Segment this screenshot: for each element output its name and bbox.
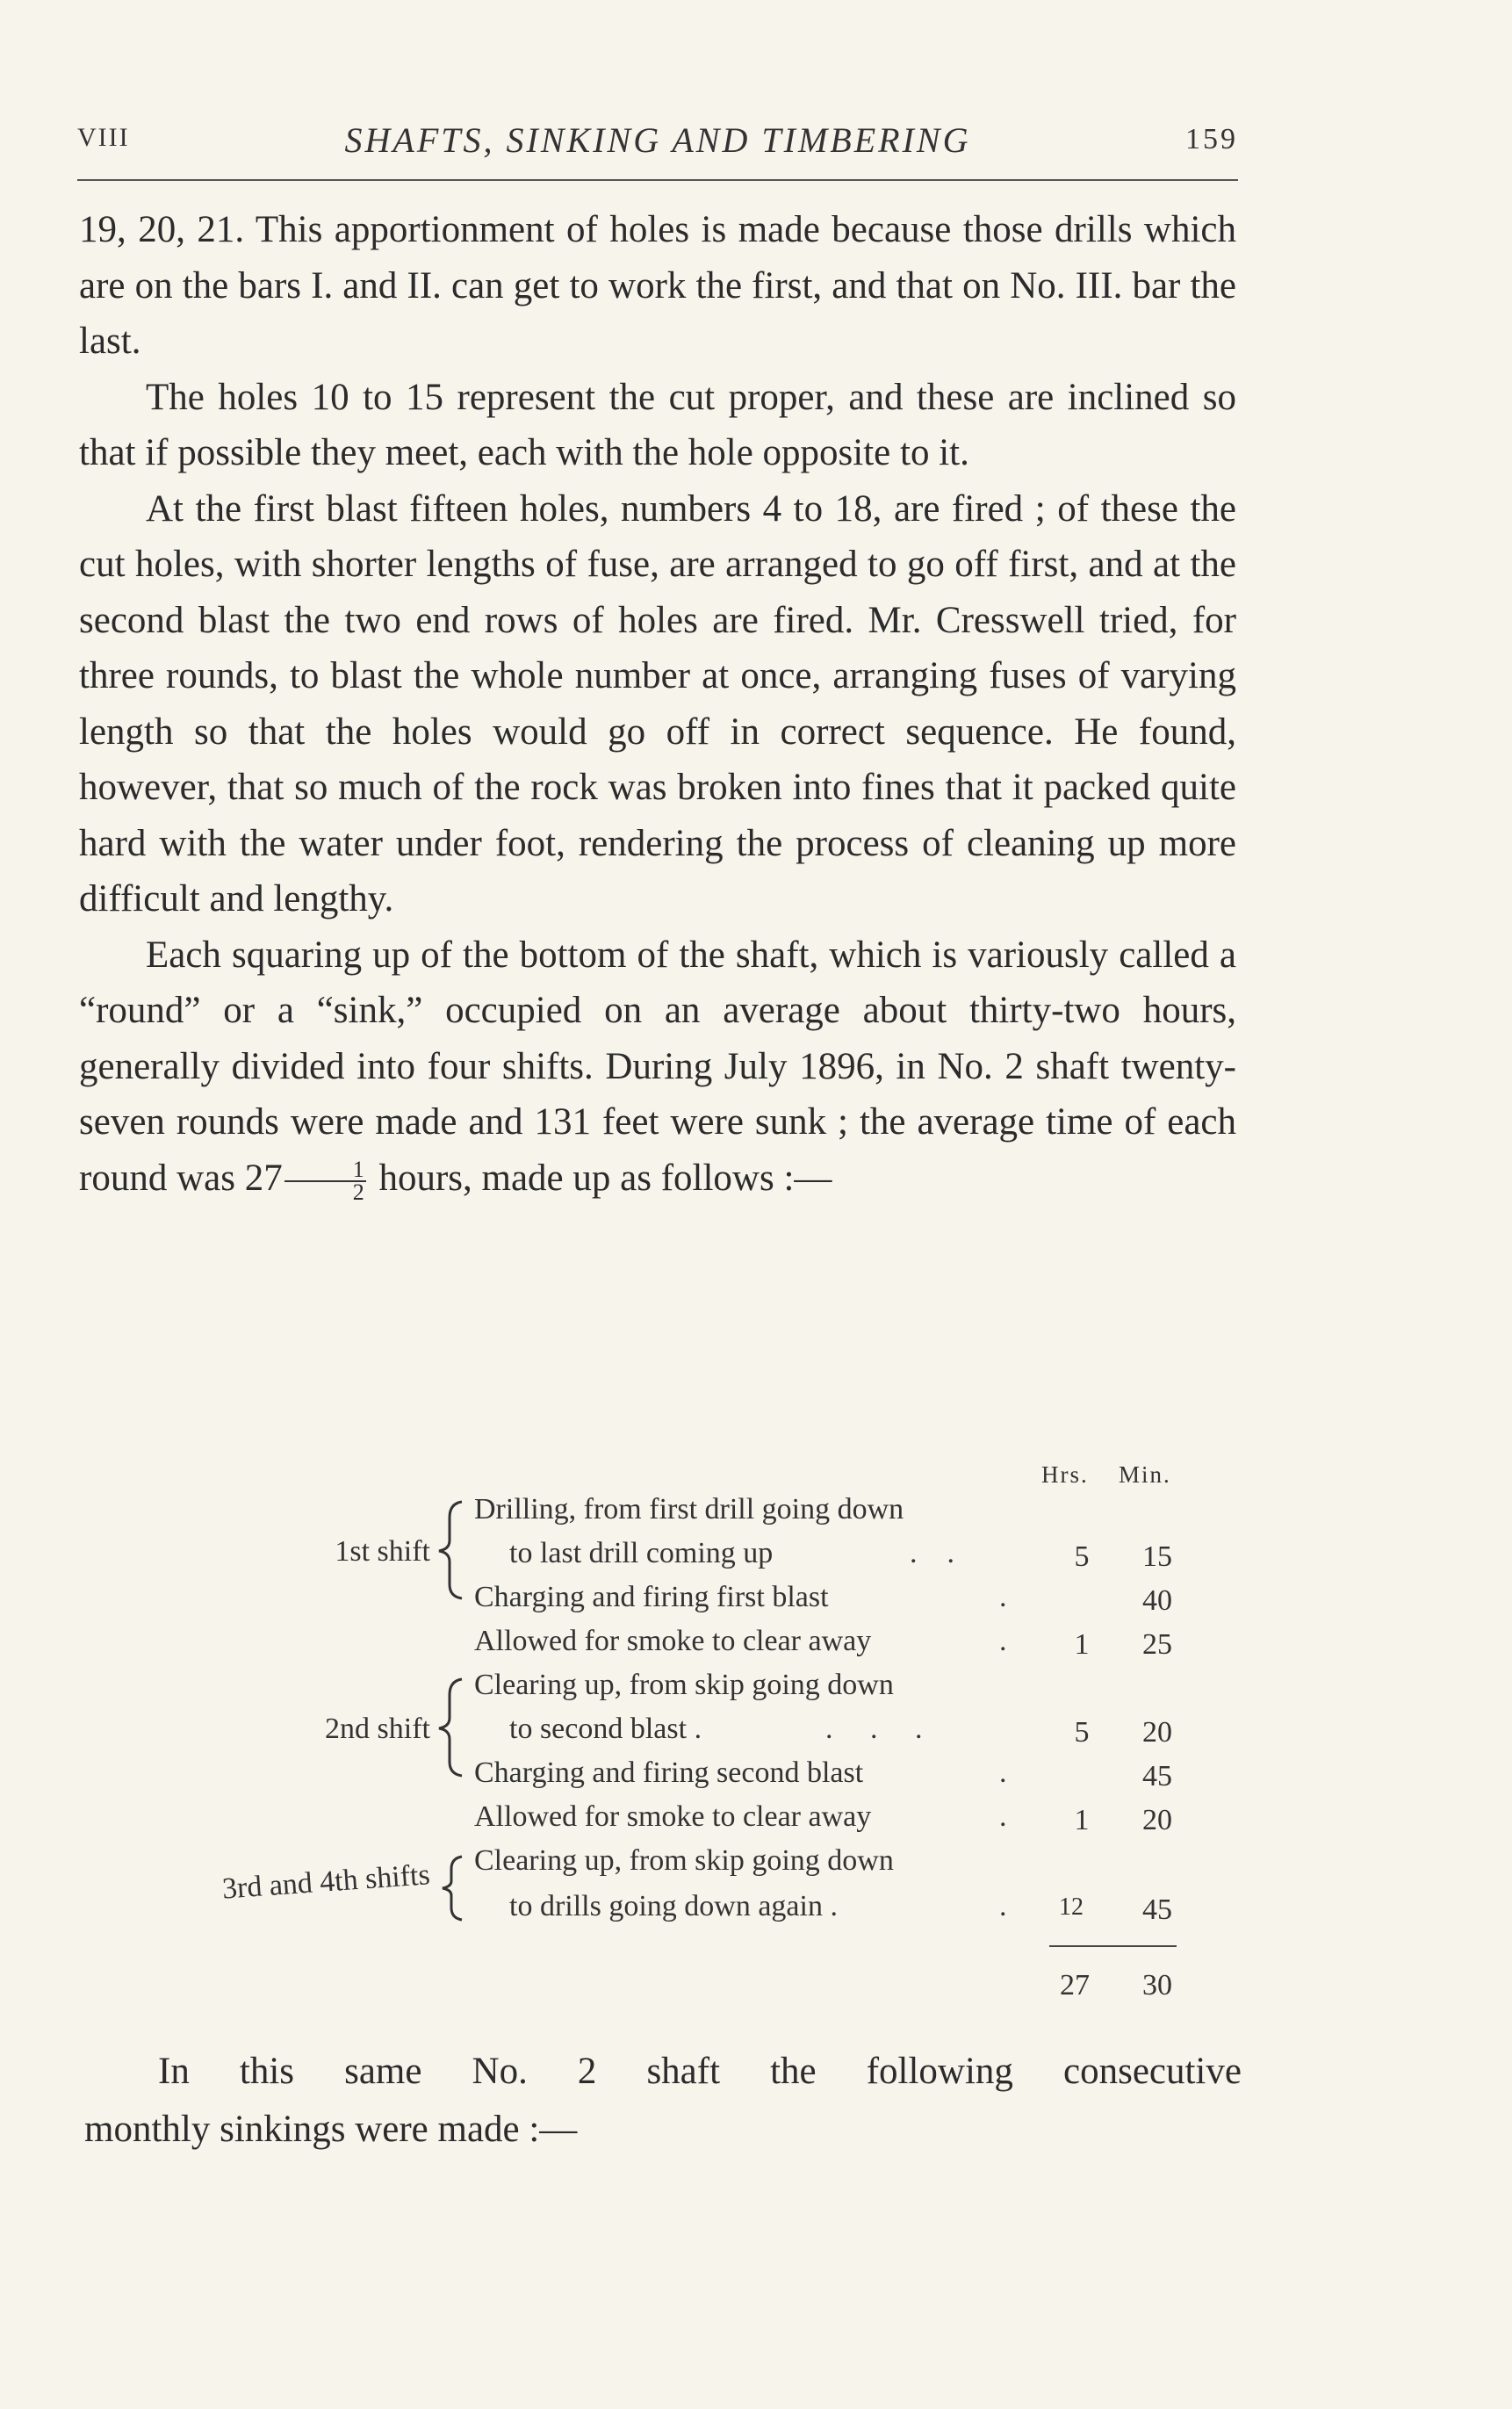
row-4-min: 20 [1142,1716,1172,1749]
word: following [866,2051,1013,2092]
brace-3 [437,1853,469,1923]
leader-dots: . [999,1890,1007,1922]
row-5-desc: Charging and firing second blast [474,1756,864,1789]
row-3-desc: Allowed for smoke to clear away [474,1625,872,1657]
row-1-min: 15 [1142,1540,1172,1573]
row-2-min: 40 [1142,1584,1172,1617]
leader-dots: . . [910,1537,954,1569]
row-4-desc-a: Clearing up, from skip going down [474,1669,894,1701]
closing-line-2: monthly sinkings were made :— [84,2109,578,2150]
paragraph-4-end: hours, made up as follows :— [369,1157,832,1199]
paragraph-3: At the first blast fifteen holes, numbers 4 to 18, are fired ; of these the cut holes, with shorter lengths of fuse, are arranged to go off first, and at the second blast the two end rows of holes are fired. Mr. Cresswell tried, for three rounds, to blast the whole number at once, arranging fuses of varying length so that the holes would go off in correct sequence. He found, however, that so much of the rock was broken into fines that it packed quite hard with the water under foot, rendering the process of cleaning up more difficult and lengthy. [79,487,1236,920]
fraction-denominator: 2 [352,1179,364,1205]
leader-dots: . [999,1625,1007,1657]
row-7-desc-a: Clearing up, from skip going down [474,1844,894,1877]
brace-2 [434,1676,469,1779]
sum-rule [1049,1945,1177,1947]
shift-label-3: 3rd and 4th shifts [220,1858,431,1906]
word: same [344,2051,422,2092]
leader-dots: . [999,1581,1007,1613]
row-5-min: 45 [1142,1760,1172,1792]
row-1-desc-a: Drilling, from first drill going down [474,1493,904,1525]
word: shaft [646,2051,721,2092]
row-3-hrs: 1 [1074,1628,1090,1661]
row-6-min: 20 [1142,1804,1172,1836]
word: this [239,2051,295,2092]
total-hrs: 27 [1060,1969,1090,2001]
paragraph-2: The holes 10 to 15 represent the cut proper, and these are inclined so that if possible they meet, each with the hole opposite to it. [79,376,1236,473]
row-7-min: 45 [1142,1893,1172,1926]
word: In [158,2051,190,2092]
row-6-hrs: 1 [1074,1804,1090,1836]
paragraph-1: 19, 20, 21. This apportionment of holes is made because those drills which are on the bars I. and II. can get to work the first, and that on No. III. bar the last. [79,209,1236,362]
col-header-min: Min. [1119,1461,1171,1488]
total-min: 30 [1142,1969,1172,2001]
row-4-desc-b: to second blast . [509,1713,702,1745]
leader-dots: . . . [825,1713,923,1745]
row-7-desc-b: to drills going down again . [509,1890,838,1922]
word: 2 [577,2051,597,2092]
word: the [770,2051,817,2092]
closing-paragraph [84,2043,1242,2159]
running-title: SHAFTS, SINKING AND TIMBERING [344,120,971,160]
col-header-hrs: Hrs. [1041,1461,1089,1488]
paragraph-4-text: Each squaring up of the bottom of the shaft, which is variously called a “round” or a “sink,” occupied on an average about thirty-two hours, generally divided into four shifts. During July 1896, in No. 2 shaft twenty-seven rounds were made and 131 feet were sunk ; the average time of each round was 27 [79,934,1236,1199]
row-6-desc: Allowed for smoke to clear away [474,1800,872,1833]
brace-1 [434,1498,469,1602]
shift-label-1: 1st shift [335,1535,430,1568]
row-1-desc-b: to last drill coming up [509,1537,774,1569]
closing-line-1 [84,2043,1242,2101]
row-7-hrs: 12 [1059,1893,1084,1921]
word: No. [472,2051,528,2092]
row-1-hrs: 5 [1074,1540,1090,1573]
leader-dots: . [999,1800,1007,1833]
shift-label-2: 2nd shift [325,1713,430,1745]
word: consecutive [1063,2051,1242,2092]
row-2-desc: Charging and firing first blast [474,1581,829,1613]
chapter-number: VIII [77,123,130,152]
leader-dots: . [999,1756,1007,1789]
row-4-hrs: 5 [1074,1716,1090,1749]
page-number: 159 [1185,123,1238,155]
fraction-numerator: 1 [284,1159,366,1182]
row-3-min: 25 [1142,1628,1172,1661]
